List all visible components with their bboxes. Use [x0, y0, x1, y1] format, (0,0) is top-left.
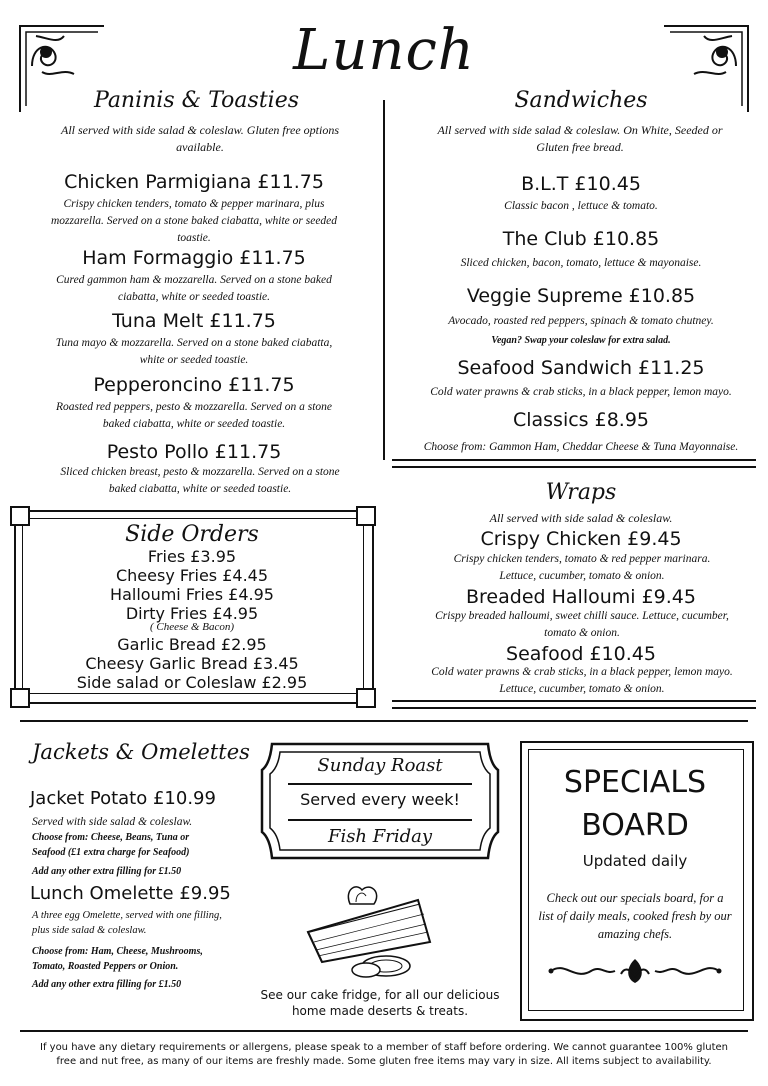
- sandwiches-divider: [392, 466, 756, 468]
- wrap-item-desc: Crispy breaded halloumi, sweet chilli sauce. Lettuce, cucumber, tomato & onion.: [435, 610, 729, 639]
- page-title: Lunch: [293, 18, 475, 83]
- side-item: Side salad or Coleslaw £2.95: [76, 673, 308, 692]
- panini-item-desc: Cured gammon ham & mozzarella. Served on a stone baked ciabatta, white or seeded toastie.: [56, 274, 332, 303]
- wraps-divider: [392, 707, 756, 709]
- sandwich-item-desc: Classic bacon , lettuce & tomato.: [504, 200, 658, 212]
- panini-item-name: Pepperoncino £11.75: [93, 374, 295, 396]
- panini-item-desc: Sliced chicken breast, pesto & mozzarella. Served on a stone baked ciabatta, white or seeded toastie.: [60, 466, 340, 495]
- specials-subtitle: Updated daily: [582, 852, 688, 870]
- jackets-heading: Jackets & Omelettes: [32, 740, 250, 764]
- served-every-week-label: Served every week!: [300, 790, 460, 809]
- column-divider: [383, 100, 385, 460]
- sandwich-item-extra: Vegan? Swap your coleslaw for extra salad.: [491, 335, 671, 346]
- omelette-choose: Choose from: Ham, Cheese, Mushrooms, Tomato, Roasted Peppers or Onion.: [32, 946, 203, 972]
- side-item: Garlic Bread £2.95: [117, 635, 267, 654]
- sandwich-item-name: The Club £10.85: [502, 228, 660, 250]
- sandwich-item-name: Classics £8.95: [512, 409, 650, 431]
- panini-item-name: Pesto Pollo £11.75: [106, 441, 282, 463]
- sunday-roast-label: Sunday Roast: [317, 755, 443, 776]
- side-item: Dirty Fries £4.95: [125, 604, 259, 623]
- wrap-item-name: Crispy Chicken £9.45: [480, 528, 682, 550]
- side-item: Cheesy Fries £4.45: [115, 566, 269, 585]
- jacket-potato-choose: Choose from: Cheese, Beans, Tuna or Seafood (£1 extra charge for Seafood): [32, 832, 190, 858]
- panini-item-desc: Crispy chicken tenders, tomato & pepper marinara, plus mozzarella. Served on a stone baked ciabatta, white or seeded toastie.: [50, 198, 338, 244]
- pie-slice-icon: [300, 880, 450, 980]
- specials-description: Check out our specials board, for a list of daily meals, cooked fresh by our amazing chefs.: [538, 891, 732, 941]
- sandwiches-heading: Sandwiches: [514, 88, 648, 113]
- sandwich-item-name: B.L.T £10.45: [521, 173, 641, 195]
- paninis-note: All served with side salad & coleslaw. Gluten free options available.: [61, 123, 339, 154]
- wrap-item-desc: Crispy chicken tenders, tomato & red pepper marinara. Lettuce, cucumber, tomato & onion.: [453, 553, 711, 582]
- allergen-footer: If you have any dietary requirements or allergens, please speak to a member of staff before ordering. We cannot guarantee 100% gluten free and nut free, as many of our items are freshly made. Some gluten free items may vary in size. All items subject to availability.: [40, 1042, 728, 1067]
- sandwiches-note: All served with side salad & coleslaw. On White, Seeded or Gluten free bread.: [437, 123, 723, 154]
- panini-item-name: Ham Formaggio £11.75: [82, 247, 306, 269]
- jacket-potato-desc: Served with side salad & coleslaw.: [32, 816, 193, 828]
- wraps-divider: [392, 700, 756, 702]
- sandwich-item-name: Seafood Sandwich £11.25: [457, 357, 705, 379]
- omelette-add: Add any other extra filling for £1.50: [32, 979, 182, 990]
- sandwich-item-desc: Cold water prawns & crab sticks, in a black pepper, lemon mayo.: [430, 386, 732, 398]
- side-item-note: ( Cheese & Bacon): [150, 621, 234, 633]
- side-item: Cheesy Garlic Bread £3.45: [85, 654, 299, 673]
- sandwich-item-desc: Sliced chicken, bacon, tomato, lettuce & mayonaise.: [460, 257, 702, 269]
- sandwich-item-desc: Avocado, roasted red peppers, spinach & tomato chutney.: [448, 315, 714, 327]
- omelette-desc: A three egg Omelette, served with one filling, plus side salad & coleslaw.: [32, 910, 222, 936]
- wrap-item-desc: Cold water prawns & crab sticks, in a black pepper, lemon mayo. Lettuce, cucumber, tomato & onion.: [431, 666, 733, 695]
- side-item: Fries £3.95: [147, 547, 237, 566]
- wraps-note: All served with side salad & coleslaw.: [489, 511, 673, 525]
- sandwiches-divider: [392, 459, 756, 461]
- footer-divider: [20, 1030, 748, 1032]
- panini-item-desc: Roasted red peppers, pesto & mozzarella. Served on a stone baked ciabatta, white or seeded toastie.: [55, 401, 333, 430]
- omelette-name: Lunch Omelette £9.95: [30, 883, 231, 904]
- jacket-potato-name: Jacket Potato £10.99: [30, 788, 216, 809]
- sandwich-item-desc: Choose from: Gammon Ham, Cheddar Cheese & Tuna Mayonnaise.: [423, 441, 739, 453]
- wraps-heading: Wraps: [545, 480, 617, 505]
- fish-friday-label: Fish Friday: [327, 826, 433, 847]
- specials-title-line2: BOARD: [581, 808, 689, 843]
- ornament-divider-icon: [545, 956, 725, 986]
- panini-item-name: Tuna Melt £11.75: [112, 310, 276, 332]
- sandwich-item-name: Veggie Supreme £10.85: [466, 285, 696, 307]
- section-divider: [20, 720, 748, 722]
- specials-title-line1: SPECIALS: [563, 765, 707, 800]
- panini-item-desc: Tuna mayo & mozzarella. Served on a stone baked ciabatta, white or seeded toastie.: [55, 337, 333, 366]
- wrap-item-name: Seafood £10.45: [506, 643, 656, 665]
- paninis-heading: Paninis & Toasties: [94, 88, 300, 113]
- side-orders-heading: Side Orders: [125, 522, 259, 547]
- wrap-item-name: Breaded Halloumi £9.45: [466, 586, 696, 608]
- side-item: Halloumi Fries £4.95: [110, 585, 274, 604]
- cake-fridge-text: See our cake fridge, for all our delicious home made deserts & treats.: [260, 988, 500, 1018]
- jacket-potato-add: Add any other extra filling for £1.50: [32, 866, 182, 877]
- panini-item-name: Chicken Parmigiana £11.75: [64, 171, 324, 193]
